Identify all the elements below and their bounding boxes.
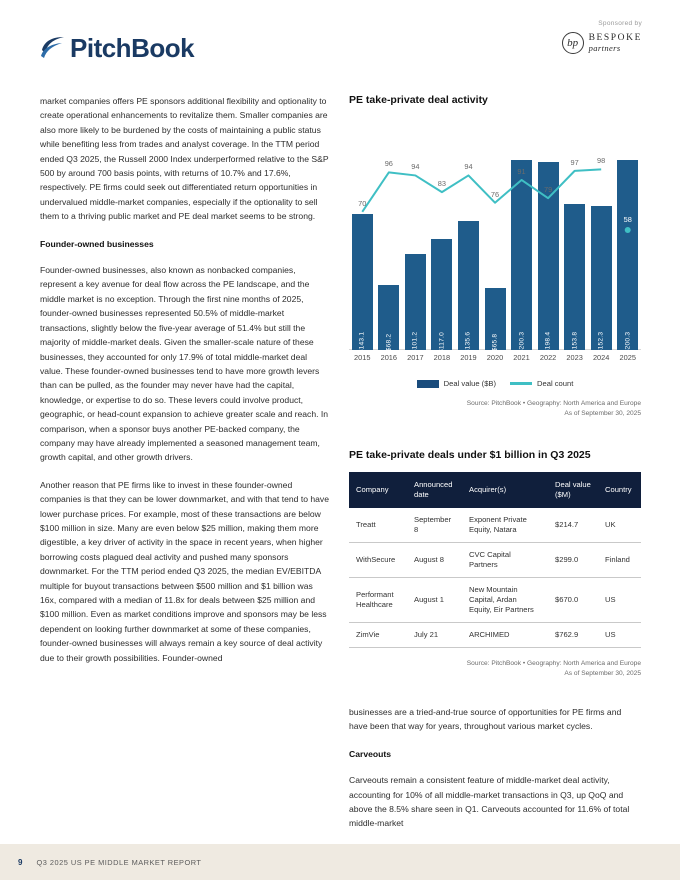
chart-x-tick-label: 2018 [433,353,451,362]
cell-value: $670.0 [548,578,598,623]
legend-item-deal-count [510,379,573,388]
chart-x-tick-labels [349,353,641,369]
table-row [349,543,641,578]
table-head [349,472,641,508]
legend-swatch-bar-icon [417,380,439,388]
chart-bar-value-label: $68.2 [385,333,393,352]
table-body [349,508,641,648]
bespoke-partners-logo [512,32,642,54]
chart-asof-line: As of September 30, 2025 [564,410,641,417]
cell-company: WithSecure [349,543,407,578]
chart-deal-count-label: 98 [597,156,606,166]
pitchbook-logo-text: PitchBook [70,33,195,63]
cell-date: August 8 [407,543,462,578]
cell-company: Performant Healthcare [349,578,407,623]
page-footer [0,844,680,880]
chart-deal-count-label: 58 [623,215,632,225]
table-source-line: Source: PitchBook • Geography: North America and Europe [466,660,641,667]
chart-bar-value-label: $135.6 [464,331,472,354]
column-header-country: Country [598,472,641,508]
legend-item-deal-value [417,379,496,388]
cell-acquirer: New Mountain Capital, Ardan Equity, Eir Partners [462,578,548,623]
take-private-deals-table [349,472,641,648]
cell-acquirer: CVC Capital Partners [462,543,548,578]
chart-x-tick-label: 2021 [513,353,530,362]
legend-swatch-line-icon [510,382,532,385]
cell-acquirer: Exponent Private Equity, Natara [462,508,548,543]
sponsored-by-label: Sponsored by [598,20,642,27]
subheading-carveouts: Carveouts [349,748,392,759]
left-text-column [40,94,330,678]
cell-country: UK [598,508,641,543]
table-title: PE take-private deals under $1 billion in Q3 2025 [349,449,591,461]
chart-deal-count-label: 94 [464,162,473,172]
column-header-company: Company [349,472,407,508]
chart-plot-area [349,118,641,354]
bespoke-name-line2: partners [588,42,621,53]
chart-bar-value-label: $143.1 [358,331,366,354]
chart-source-line: Source: PitchBook • Geography: North America and Europe [466,400,641,407]
chart-x-tick-label: 2020 [486,353,504,362]
table-header-row [349,472,641,508]
cell-value: $299.0 [548,543,598,578]
cell-country: Finland [598,543,641,578]
column-header-value: Deal value ($M) [548,472,598,508]
chart-x-tick-label: 2024 [592,353,610,362]
cell-date: July 21 [407,623,462,648]
chart-deal-count-label: 94 [411,162,420,172]
chart-x-tick-label: 2025 [619,353,636,362]
column-header-date: Announced date [407,472,462,508]
chart-deal-count-label: 97 [570,157,579,167]
paragraph-market-companies: market companies offers PE sponsors additional flexibility and optionality to create operational enhancements to revitalize them. Smaller companies are also more likely to be burdened by the costs of maintaining a public status while benefiting less from trades and analyst coverage. In the TTM period ended Q3 2025, the Russell 2000 Index underperformed relative to the S&P 500 by around 700 basis points, with returns of 10.7% and 17.6%, respectively. PE firms could seek out differentiated return opportunities in undervalued middle-market companies, especially if the optionality to sell them to a thriving public market and PE deal market seems to be strong. [40,96,329,222]
cell-date: August 1 [407,578,462,623]
cell-company: ZimVie [349,623,407,648]
chart-deal-count-label: 91 [517,166,526,176]
pitchbook-logo [40,35,194,61]
table-asof-line: As of September 30, 2025 [564,670,641,677]
legend-label-deal-count: Deal count [537,379,574,388]
table-source-note [349,659,641,679]
cell-date: September 8 [407,508,462,543]
subheading-founder-owned: Founder-owned businesses [40,238,154,249]
chart-source-note [349,399,641,419]
bespoke-wordmark [589,34,642,53]
chart-x-tick-label: 2019 [460,353,477,362]
page-header [0,0,680,92]
cell-value: $762.9 [548,623,598,648]
cell-country: US [598,623,641,648]
chart-x-tick-label: 2022 [539,353,557,362]
chart-bar-value-label: $200.3 [624,331,632,354]
table-row [349,623,641,648]
chart-x-tick-label: 2015 [354,353,371,362]
legend-label-deal-value: Deal value ($B) [443,379,497,388]
chart-x-tick-label: 2023 [566,353,583,362]
chart-x-tick-label: 2016 [380,353,398,362]
paragraph-founder-owned-1: Founder-owned businesses, also known as nonbacked companies, represent a key avenue for deal flow across the PE landscape, and the middle market is no exception. Through the first nine months of 2025, founder-owned businesses represented 50.5% of middle-market transactions, slightly below the five-year average of 51.4% but still the majority of middle-market deals. Given the smaller-scale nature of these businesses, they accounted for only 17.9% of total middle-market deal value. These founder-owned businesses tend to have more growth levers than can be pulled, as the founder may never have had the capital, knowledge, or expertise to do so. These levers could involve product, geographic, or head-count expansion to achieve greater scale and reach. In comparison, when a sponsor buys another PE-backed company, the company may have already implemented a seasoned management team, growth capital, and other growth drivers. [40,265,329,463]
chart-deal-count-label: 76 [490,189,500,199]
sponsor-block [512,20,642,54]
chart-bar-value-label: $117.0 [438,332,446,353]
chart-deal-count-label: 83 [437,179,447,189]
right-column [349,94,641,844]
chart-deal-count-line [349,118,641,350]
bespoke-name-line1: BESPOKE [588,32,642,43]
chart-bar-value-label: $152.3 [597,331,605,354]
chart-title: PE take-private deal activity [349,94,488,106]
paragraph-carveouts: Carveouts remain a consistent feature of middle-market deal activity, accounting for 10% of all middle-market transactions in Q3, up QoQ and above the 8.5% share seen in Q1. Carveouts accounted for 11.6% of total middle-market [349,775,630,829]
chart-deal-count-label: 79 [543,185,553,195]
footer-report-title: Q3 2025 US PE MIDDLE MARKET REPORT [36,857,202,867]
chart-bar-value-label: $198.4 [544,331,552,354]
take-private-activity-chart [349,118,641,354]
chart-x-tick-label: 2017 [407,353,424,362]
cell-acquirer: ARCHIMED [462,623,548,648]
table-row [349,578,641,623]
bespoke-monogram-icon: bp [562,32,584,54]
chart-legend [349,379,641,388]
pitchbook-logo-icon [40,36,66,60]
cell-value: $214.7 [548,508,598,543]
cell-country: US [598,578,641,623]
column-header-acquirer: Acquirer(s) [462,472,548,508]
chart-deal-count-label: 70 [358,198,367,208]
chart-deal-count-marker [625,227,631,233]
paragraph-businesses-tried-and-true: businesses are a tried-and-true source of opportunities for PE firms and have been that way for years, throughout various market cycles. [349,707,622,732]
cell-company: Treatt [349,508,407,543]
table-row [349,508,641,543]
chart-bar-value-label: $65.8 [491,333,499,352]
chart-bar-value-label: $101.2 [411,331,419,354]
chart-bar-value-label: $200.3 [518,331,526,354]
chart-bar-value-label: $153.8 [571,331,579,354]
chart-deal-count-label: 96 [384,159,393,169]
footer-page-number: 9 [18,857,23,867]
paragraph-founder-owned-2: Another reason that PE firms like to invest in these founder-owned companies is that they can be lower downmarket, and with that tend to have lower purchase prices. For example, most of these transactions are below $100 million in size. Many are even below $25 million, making them more digestible, a key driver of activity in the space in recent years, when higher borrowing costs plagued deal activity and pushed many sponsors downmarket. For the TTM period ended Q3 2025, the median EV/EBITDA multiple for buyout transactions between $500 million and $1 billion was 16x, compared with a median of 11.8x for deals between $25 million and $100 million. Even as market conditions improve and sponsors may be less dependent on looking further downmarket at some of these companies, founder-owned businesses will always remain a key source of deal activity due to their growth possibilities. Founder-owned [40,479,330,663]
